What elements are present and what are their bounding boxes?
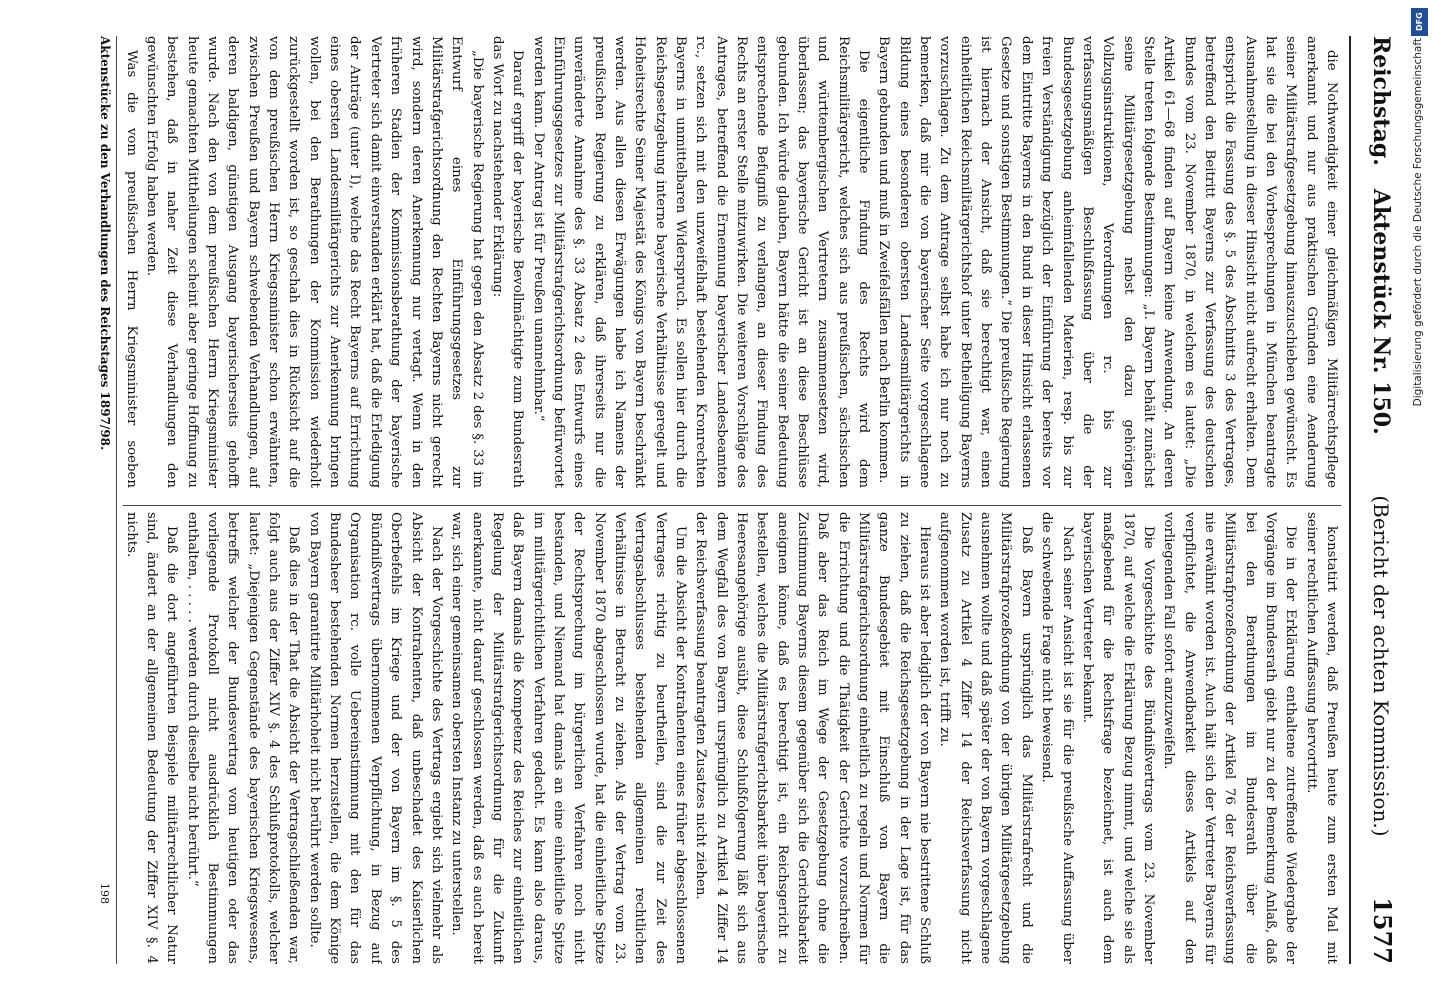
header-left — [1368, 36, 1394, 435]
page-header — [1349, 36, 1397, 964]
right-column — [123, 512, 1341, 964]
right-paragraph: Nach der Vorgeschichte des Vertrags ergiebt sich vielmehr als Absicht der Kontrahenten, daß unbeschadet des Kaiserlichen Oberbefehls im Kriege und der von Bayern im §. 5 des Bündnißvertrags übernommenen Verpflichtung, in Bezug auf Organisation rc. volle Uebereinstimmung mit den für das Bundesheer bestehenden Normen herzustellen, die dem Könige von Bayern garantirte Militärhoheit nicht berührt werden sollte. — [306, 512, 444, 964]
page-footer — [98, 36, 117, 964]
footer-source: Aktenstücke zu den Verhandlungen des Reichstages 1897/98. — [98, 36, 112, 451]
column-divider — [123, 505, 1341, 506]
footer-signature: 198 — [98, 883, 111, 904]
left-paragraph: Darauf ergriff der bayerische Bevollmächtigte zum Bundesrath das Wort zu nachstehender Erklärung: — [489, 36, 526, 488]
right-paragraph: Die in der Erklärung enthaltene zutreffende Wiedergabe der Vorgänge im Bundesrath giebt nur zu der Bemerkung Anlaß, daß bei den Berathungen im Bundesrath über die Militärstrafprozeßordnung der Artikel 76 der Reichsverfassung nie erwähnt worden ist. Auch hält sich der Vertreter Bayerns für verpflichtet, die Anwendbarkeit dieses Artikels auf den vorliegenden Fall sofort anzuzweifeln. — [1161, 512, 1299, 964]
left-paragraph: die Nothwendigkeit einer gleichmäßigen Militärrechtspflege anerkannt und nur aus praktischen Gründen eine Aenderung seiner Militärstrafgesetzgebung hinauszuschieben gewünscht. Es hat sie die bei den Vorbesprechungen in München beantragte Ausnahmestellung in dieser Hinsicht nicht aufrecht erhalten. Dem entspricht die Fassung des §. 5 des Abschnitts 3 des Vertrages, betreffend den Beitritt Bayerns zur Verfassung des deutschen Bundes vom 23. November 1870, in welchem es lautet: „Die Artikel 61—68 finden auf Bayern keine Anwendung. An deren Stelle treten folgende Bestimmungen: „I. Bayern behält zunächst seine Militärgesetzgebung nebst den dazu gehörigen Vollzugsinstruktionen, Verordnungen rc. bis zur verfassungsmäßigen Beschlußfassung über die der Bundesgesetzgebung anheimfallenden Materien, resp. bis zur freien Verständigung bezüglich der Einführung der bereits vor dem Eintritte Bayerns in den Bund in dieser Hinsicht erlassenen Gesetze und sonstigen Bestimmungen.“ Die preußische Regierung ist hiernach der Ansicht, daß sie berechtigt war, einen einheitlichen Reichsmilitärgerichtshof unter Betheiligung Bayerns vorzuschlagen. Zu dem Antrage selbst habe ich nur noch zu bemerken, daß mir die von bayerischer Seite vorgeschlagene Bildung eines besonderen obersten Landesmilitärgerichts in Bayern gebunden und muß in Zweifelsfällen nach Berlin kommen. — [876, 36, 1339, 488]
text-columns — [123, 36, 1341, 964]
right-paragraph: Daß die dort angeführten Beispiele militärrechtlicher Natur sind, ändert an der allgemeinen Bedeutung der Ziffer XIV §. 4 nichts. — [123, 512, 180, 964]
header-document-number: Aktenstück Nr. 150. — [1368, 188, 1394, 435]
header-reichstag: Reichstag. — [1368, 36, 1394, 166]
left-paragraph: Die eigentliche Findung des Rechts wird dem Reichsmilitärgericht, welches sich aus preußischen, sächsischen und württembergischen Vertretern zusammensetzen wird, überlassen; das bayerische Gericht ist an diese Beschlüsse gebunden. Ich würde glauben, Bayern hätte die seiner Bedeutung entsprechende Befugniß zu verlangen, an dieser Findung des Rechts an erster Stelle mitzuwirken. Die weiteren Vorschläge des Antrages, betreffend die Ernennung bayerischer Landesbeamten rc., setzen sich mit den unzweifelhaft bestehenden Kronrechten Bayerns in unmittelbaren Widerspruch. Es sollen hier durch die Reichsgesetzgebung interne bayerische Verhältnisse geregelt und Hoheitsrechte Seiner Majestät des Königs von Bayern beschränkt werden. Aus allen diesen Erwägungen habe ich Namens der preußischen Regierung zu erklären, daß ihrerseits nur die unveränderte Annahme des §. 33 Absatz 2 des Entwurfs eines Einführungsgesetzes zur Militärstrafgerichtsordnung befürwortet werden kann. Der Antrag ist für Preußen unannehmbar.“ — [530, 36, 872, 488]
rotated-page — [57, 30, 1397, 970]
credit-text: Digitalisierung gefördert durch die Deutsche Forschungsgemeinschaft — [1412, 38, 1424, 407]
left-paragraph: Was die vom preußischen Herrn Kriegsminister soeben — [123, 50, 139, 488]
right-paragraph: Um die Absicht der Kontrahenten eines früher abgeschlossenen Vertrages richtig zu beurtheilen, sind die zur Zeit des Vertragsabschlusses bestehenden allgemeinen rechtlichen Verhältnisse in Betracht zu ziehen. Als der Vertrag vom 23. November 1870 abgeschlossen wurde, hat die einheitliche Spitze der Rechtsprechung im bürgerlichen Verfahren noch nicht bestanden, und Niemand hat damals an eine einheitliche Spitze im militärgerichtlichen Verfahren gedacht. Es kann also daraus, daß Bayern damals die Kompetenz des Reiches zur einheitlichen Regelung der Militärstrafgerichtsordnung für die Zukunft anerkannte, nicht darauf geschlossen werden, daß es auch bereit war, sich einer gemeinsamen obersten Instanz zu unterstellen. — [449, 512, 688, 964]
header-report-title: (Bericht der achten Kommission.) — [1369, 495, 1393, 837]
right-paragraph: Daß Bayern ursprünglich das Militärstrafrecht und die Militärstrafprozeßordnung von der übrigen Militärgesetzgebung ausnehmen wollte und daß später der von Bayern vorgeschlagene Zusatz zu Artikel 4 Ziffer 14 der Reichsverfassung nicht aufgenommen worden ist, trifft zu. — [937, 512, 1034, 964]
right-paragraph: konstatirt werden, daß Preußen heute zum ersten Mal mit seiner rechtlichen Auffassung hervortritt. — [1303, 512, 1339, 964]
right-paragraph: Hieraus ist aber lediglich der von Bayern nie bestrittene Schluß zu ziehen, daß die Reichsgesetzgebung in der Lage ist, für das ganze Bundesgebiet mit Einschluß von Bayern die Militärstrafgerichtsordnung einheitlich zu regeln und Normen für die Errichtung und die Thätigkeit der Gerichte vorzuschreiben. Daß aber das Reich im Wege der Gesetzgebung ohne die Zustimmung Bayerns diesem gegenüber sich die Gerichtsbarkeit aneignen könne, daß es berechtigt ist, ein Reichsgericht zu bestellen, welches die Militärstrafgerichtsbarkeit über bayerische Heeresangehörige ausübt, diese Schlußfolgerung läßt sich aus dem Wegfall des von Bayern ursprünglich zu Artikel 4 Ziffer 14 der Reichsverfassung beantragten Zusatzes nicht ziehen. — [693, 512, 933, 964]
right-paragraph: Nach seiner Ansicht ist sie für die preußische Auffassung über die schwebende Frage nicht beweisend. — [1039, 512, 1075, 964]
right-paragraph: Daß dies in der That die Absicht der Vertragschließenden war, folgt auch aus der Ziffer XIV §. 4 des Schlußprotokolls, welcher lautet: „Diejenigen Gegenstände des bayerischen Kriegswesens, betreffs welcher der Bundesvertrag vom heutigen oder das vorliegende Protokoll nicht ausdrücklich Bestimmungen enthalten, . . . . . werden durch dieselbe nicht berührt.“ — [184, 512, 302, 964]
page-number: 1577 — [1368, 897, 1397, 964]
right-paragraph: Die Vorgeschichte des Bündnißvertrags vom 23. November 1870, auf welche die Erklärung Bezug nimmt, und welche sie als maßgebend für die Rechtsfrage bezeichnet, ist auch dem bayerischen Vertreter bekannt. — [1079, 512, 1156, 964]
digitization-credit — [1408, 8, 1432, 988]
dfg-logo: DFG — [1411, 8, 1428, 36]
left-column — [123, 36, 1341, 488]
left-paragraph: „Die bayerische Regierung hat gegen den Absatz 2 des §. 33 im Entwurf eines Einführungsgesetzes zur Militärstrafgerichtsordnung den Rechten Bayerns nicht gerecht wird, sondern deren Anerkennung nur vertagt. Wenn in den früheren Stadien der Kommissionsberathung der bayerische Vertreter sich damit einverstanden erklärt hat, daß die Erledigung der Anträge (unter I), welche das Recht Bayerns auf Errichtung eines obersten Landesmilitärgerichts zur Anerkennung bringen wollen, bei den Berathungen der Kommission wiederholt zurückgestellt worden ist, so geschah dies in Rücksicht auf die von dem preußischen Herrn Kriegsminister schon erwähnten, zwischen Preußen und Bayern schwebenden Verhandlungen, auf deren baldigen, günstigen Ausgang bayerischerseits gehofft wurde. Nach den von dem preußischen Herrn Kriegsminister heute gemachten Mittheilungen scheint aber geringe Hoffnung zu bestehen, daß in naher Zeit diese Verhandlungen den gewünschten Erfolg haben werden. — [144, 36, 485, 488]
